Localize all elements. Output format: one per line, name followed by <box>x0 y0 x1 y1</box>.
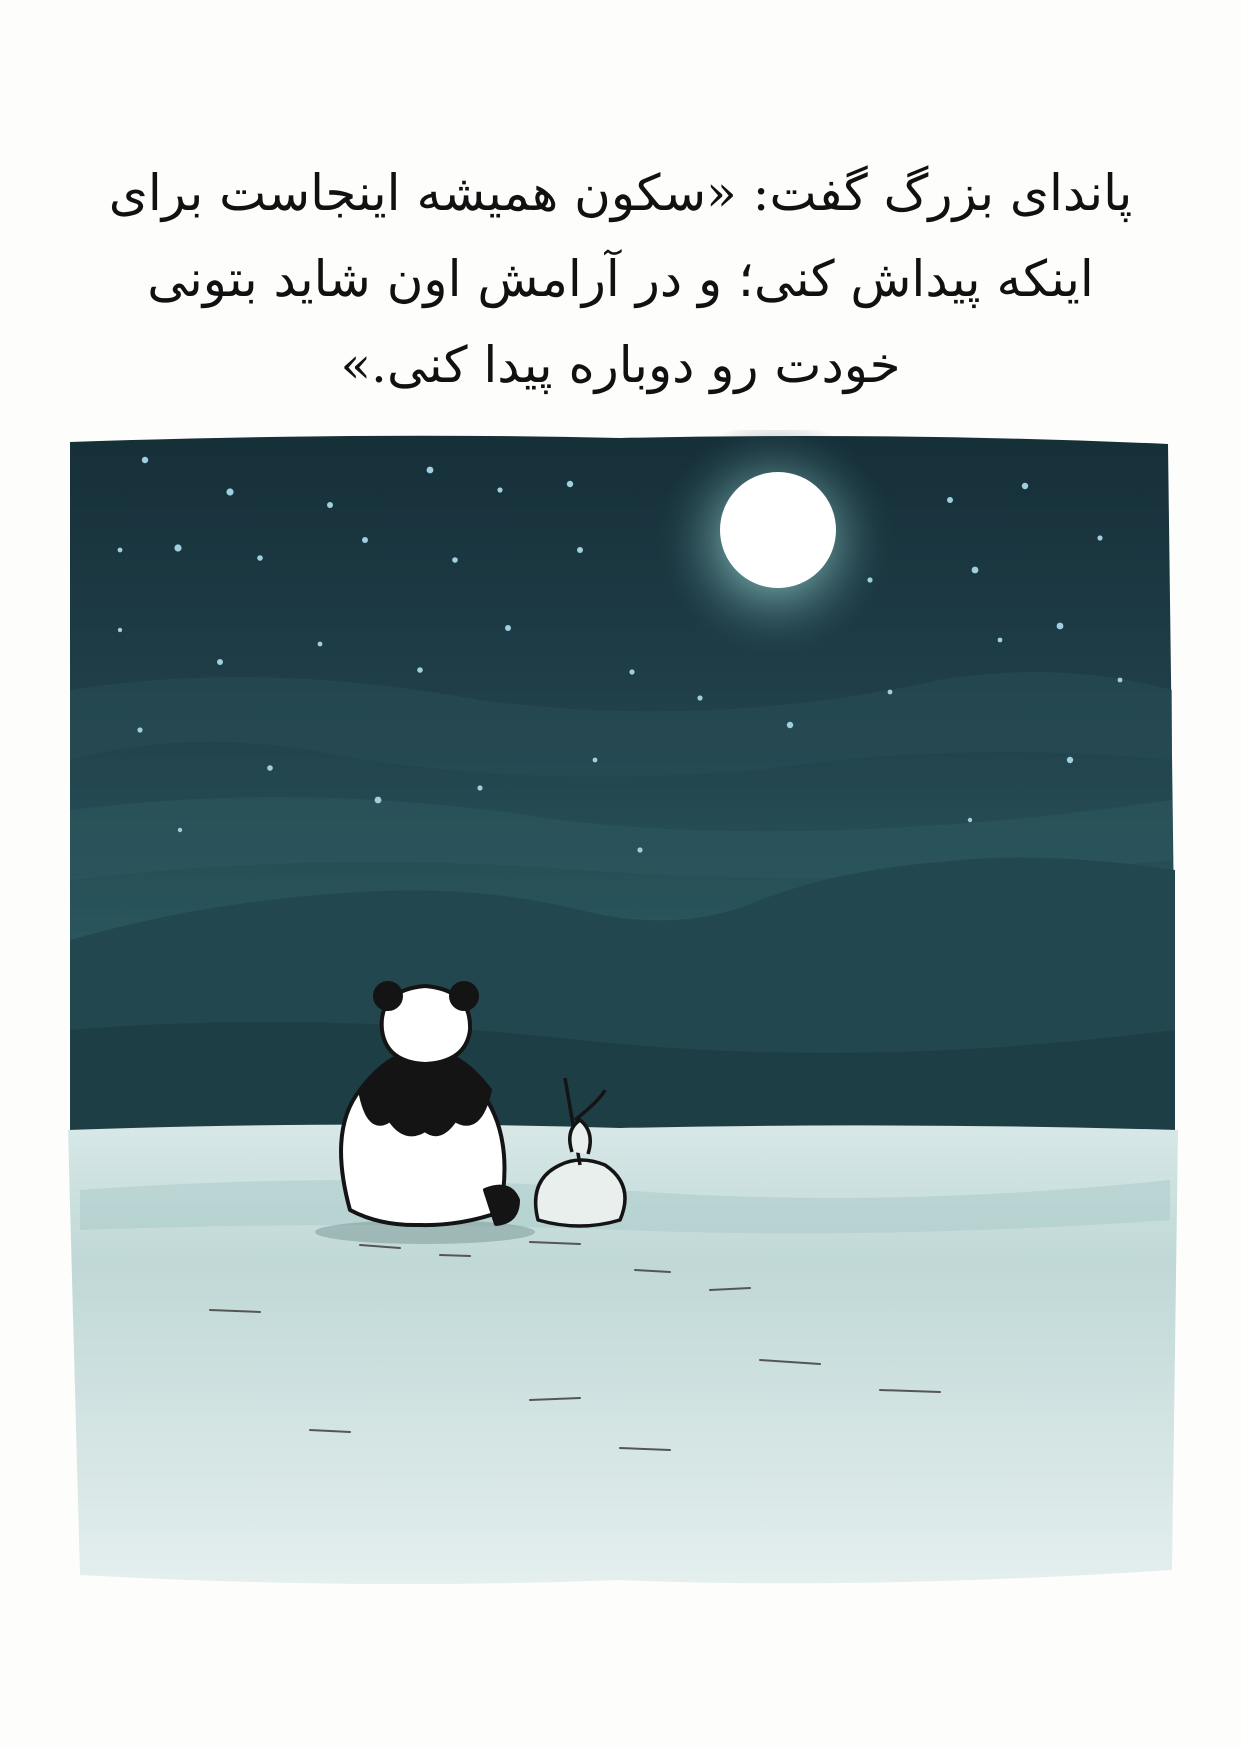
star <box>577 547 583 553</box>
star <box>1118 678 1123 683</box>
star <box>787 722 793 728</box>
caption <box>90 150 1151 408</box>
ground-mark <box>440 1255 470 1256</box>
star <box>697 695 702 700</box>
star <box>226 488 233 495</box>
night-sky-illustration <box>60 430 1185 1610</box>
star <box>972 567 979 574</box>
star <box>637 847 642 852</box>
star <box>593 758 598 763</box>
star <box>629 669 634 674</box>
star <box>505 625 511 631</box>
star <box>452 557 458 563</box>
star <box>142 457 148 463</box>
star <box>968 818 972 822</box>
star <box>417 667 423 673</box>
star <box>217 659 223 665</box>
star <box>118 548 123 553</box>
star <box>998 638 1003 643</box>
star <box>267 765 273 771</box>
star <box>947 497 953 503</box>
star <box>318 642 323 647</box>
panda-ear-right <box>451 983 477 1009</box>
caption-line-2: اینکه پیداش کنی؛ و در آرامش اون شاید بتونی <box>147 250 1094 308</box>
star <box>327 502 333 508</box>
star <box>178 828 182 832</box>
star <box>1057 623 1064 630</box>
star <box>888 690 893 695</box>
star <box>118 628 122 632</box>
star <box>1022 483 1028 489</box>
star <box>867 577 872 582</box>
bundle-sack <box>536 1160 625 1226</box>
star <box>497 487 502 492</box>
star <box>427 467 434 474</box>
caption-line-1: پاندای بزرگ گفت: «سکون همیشه اینجاست برای <box>108 164 1133 222</box>
bundle-knot <box>570 1120 590 1154</box>
caption-line-3: خودت رو دوباره پیدا کنی.» <box>340 336 901 394</box>
panda-ear-left <box>375 983 401 1009</box>
star <box>477 785 482 790</box>
star <box>567 481 573 487</box>
illustration-svg <box>60 430 1185 1610</box>
star <box>1097 535 1102 540</box>
star <box>137 727 142 732</box>
star <box>257 555 263 561</box>
star <box>375 797 382 804</box>
star <box>1067 757 1073 763</box>
star <box>362 537 368 543</box>
moon <box>720 472 836 588</box>
star <box>174 544 181 551</box>
